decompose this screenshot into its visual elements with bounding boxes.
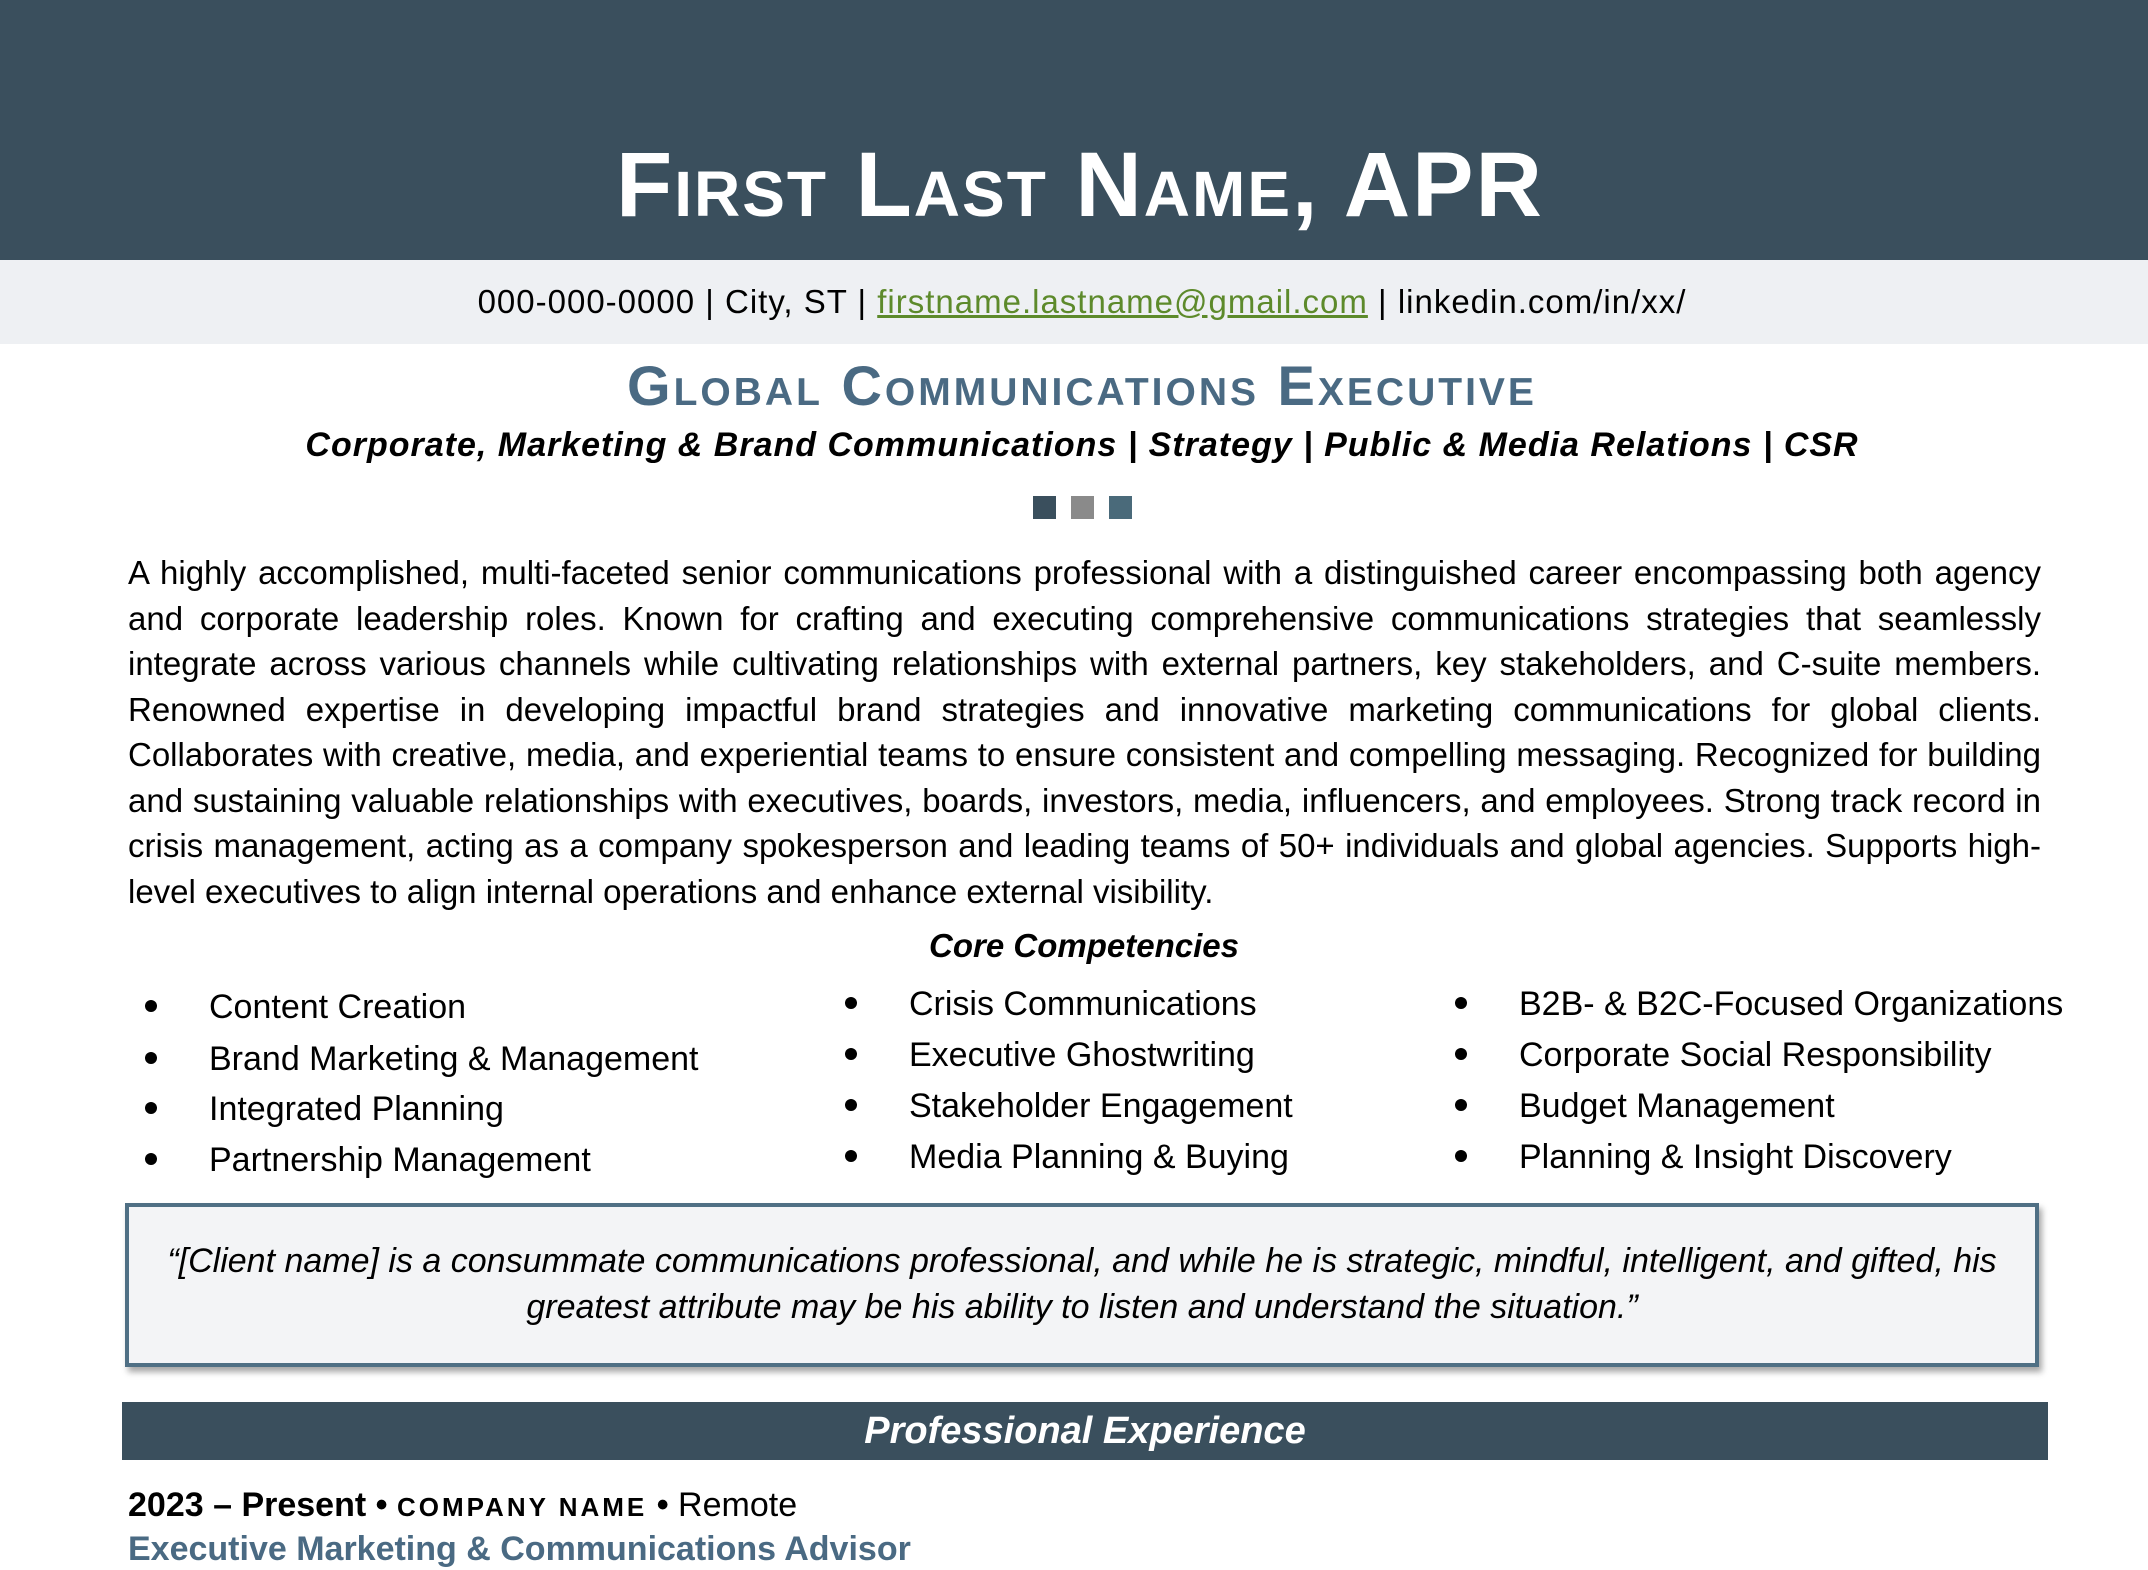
company-name: COMPANY NAME bbox=[396, 1492, 648, 1522]
bullet-icon bbox=[845, 1048, 857, 1060]
competencies-title: Core Competencies bbox=[929, 927, 1239, 964]
bullet-icon bbox=[1455, 997, 1467, 1009]
headline-title: Global Communications Executive bbox=[627, 354, 1537, 417]
separator: | bbox=[695, 283, 726, 320]
bullet-separator: • bbox=[366, 1486, 397, 1524]
divider-square-dark bbox=[1033, 496, 1056, 519]
divider-square-gray bbox=[1071, 496, 1094, 519]
headline-subtitle: Corporate, Marketing & Brand Communications | Strategy | Public & Media Relations | CSR bbox=[305, 426, 1859, 464]
separator: | bbox=[847, 283, 878, 320]
bullet-icon bbox=[1455, 1099, 1467, 1111]
job-title: Executive Marketing & Communications Advisor bbox=[128, 1530, 911, 1568]
bullet-icon bbox=[1455, 1048, 1467, 1060]
divider-square-teal bbox=[1109, 496, 1132, 519]
contact-line bbox=[0, 282, 2148, 322]
bullet-icon bbox=[1455, 1150, 1467, 1162]
summary-paragraph: A highly accomplished, multi-faceted senior communications professional with a distinguished career encompassing both agency and corporate leadership roles. Known for crafting and executing comprehensive communications strategies that seamlessly integrate across various channels while cultivating relationships with external partners, key stakeholders, and C-suite members. Renowned expertise in developing impactful brand strategies and innovative marketing communications for global clients. Collaborates with creative, media, and experiential teams to ensure consistent and compelling messaging. Recognized for building and sustaining valuable relationships with executives, boards, investors, media, influencers, and employees. Strong track record in crisis management, acting as a company spokesperson and leading teams of 50+ individuals and global agencies. Supports high-level executives to align internal operations and enhance external visibility. bbox=[128, 554, 2041, 910]
testimonial-quote: “[Client name] is a consummate communications professional, and while he is strategic, mindful, intelligent, and gifted, his greatest attribute may be his ability to listen and understand the situation.” bbox=[167, 1242, 1997, 1326]
linkedin[interactable]: linkedin.com/in/xx/ bbox=[1397, 283, 1687, 320]
bullet-icon bbox=[845, 1150, 857, 1162]
bullet-separator: • bbox=[647, 1486, 679, 1524]
separator: | bbox=[1367, 283, 1398, 320]
job-location: Remote bbox=[678, 1486, 798, 1524]
bullet-icon bbox=[145, 1000, 157, 1012]
bullet-icon bbox=[145, 1052, 157, 1064]
section-title-experience: Professional Experience bbox=[864, 1410, 1306, 1452]
phone: 000-000-0000 bbox=[477, 283, 696, 320]
bullet-icon bbox=[145, 1102, 157, 1114]
location: City, ST bbox=[725, 283, 848, 320]
job-dates: 2023 – Present bbox=[128, 1486, 367, 1524]
candidate-name: First Last Name, APR bbox=[616, 134, 1544, 236]
email-link[interactable]: firstname.lastname@gmail.com bbox=[877, 283, 1368, 320]
bullet-icon bbox=[845, 1099, 857, 1111]
bullet-icon bbox=[145, 1153, 157, 1165]
job-header bbox=[128, 1484, 797, 1528]
bullet-icon bbox=[845, 997, 857, 1009]
